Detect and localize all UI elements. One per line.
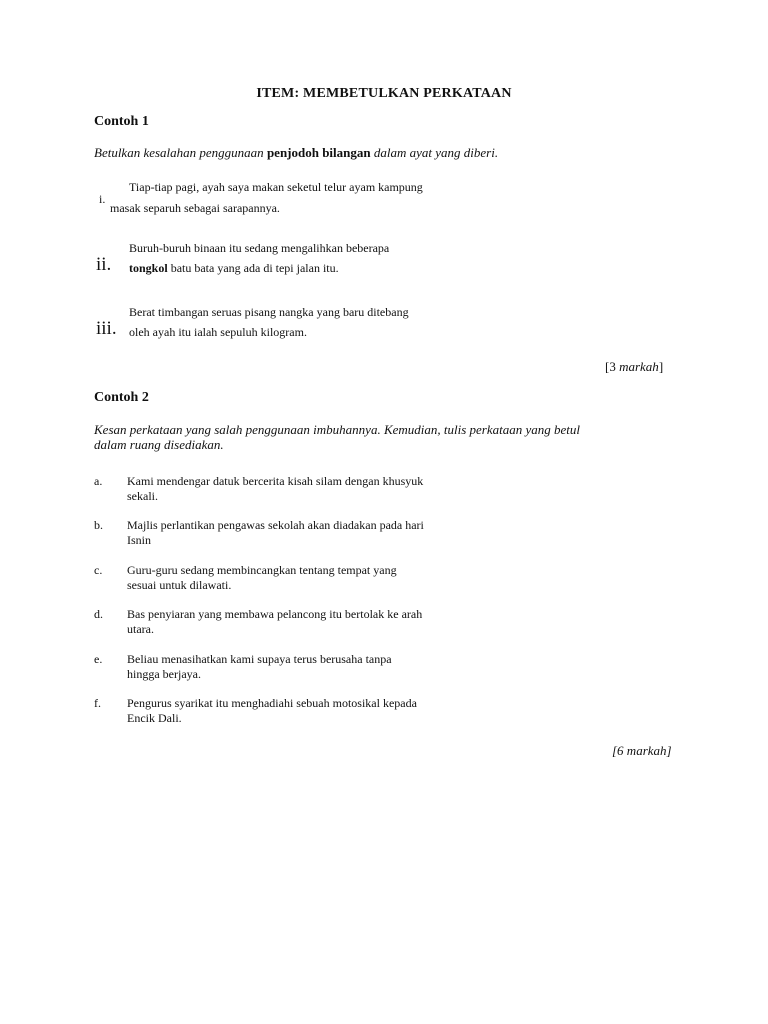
example2-marks: [6 markah] (612, 743, 672, 758)
item-letter-b: b. (94, 518, 103, 532)
item-f-line1: Pengurus syarikat itu menghadiahi sebuah motosikal kepada (127, 696, 417, 710)
item-c-line1: Guru-guru sedang membincangkan tentang tempat yang (127, 563, 397, 577)
instruction-text-bold: penjodoh bilangan (266, 145, 371, 160)
example2-heading: Contoh 2 (94, 390, 149, 405)
item-i-line1: Tiap-tiap pagi, ayah saya makan seketul telur ayam kampung (129, 180, 423, 194)
item-f-line2: Encik Dali. (127, 711, 182, 725)
example1-heading: Contoh 1 (94, 114, 149, 129)
item-letter-c: c. (94, 563, 103, 577)
item-c-line2: sesuai untuk dilawati. (127, 578, 232, 592)
item-a-line2: sekali. (127, 489, 158, 503)
item-numeral-ii: ii. (96, 254, 112, 275)
item-d-line1: Bas penyiaran yang membawa pelancong itu bertolak ke arah (127, 607, 423, 621)
item-ii-line2 (129, 258, 339, 278)
item-letter-a: a. (94, 474, 103, 488)
item-a-line1: Kami mendengar datuk bercerita kisah silam dengan khusyuk (127, 474, 424, 488)
item-numeral-i: i. (99, 192, 106, 206)
example1-marks (605, 359, 663, 375)
item-iii-line2: oleh ayah itu ialah sepuluh kilogram. (129, 325, 307, 339)
item-ii-line2-rest: batu bata yang ada di tepi jalan itu. (167, 261, 339, 275)
page-title: ITEM: MEMBETULKAN PERKATAAN (256, 86, 512, 101)
item-d-line2: utara. (127, 622, 154, 636)
example2-instruction-line1: Kesan perkataan yang salah penggunaan imbuhannya. Kemudian, tulis perkataan yang betul (94, 422, 581, 437)
item-b-line2: Isnin (127, 533, 151, 547)
instruction-text-post: dalam ayat yang diberi. (370, 145, 499, 160)
example2-instruction-line2: dalam ruang disediakan. (94, 437, 224, 452)
item-e-line2: hingga berjaya. (127, 667, 201, 681)
item-b-line1: Majlis perlantikan pengawas sekolah akan diadakan pada hari (127, 518, 424, 532)
item-letter-d: d. (94, 607, 103, 621)
item-letter-e: e. (94, 652, 103, 666)
item-iii-line1: Berat timbangan seruas pisang nangka yang baru ditebang (129, 305, 409, 319)
instruction-text-pre: Betulkan kesalahan penggunaan (94, 145, 267, 160)
item-i-line2: masak separuh sebagai sarapannya. (110, 201, 280, 215)
item-e-line1: Beliau menasihatkan kami supaya terus berusaha tanpa (127, 652, 392, 666)
item-ii-line1: Buruh-buruh binaan itu sedang mengalihkan beberapa (129, 241, 390, 255)
marks-close: ] (658, 359, 664, 374)
example1-instruction (94, 145, 498, 160)
item-letter-f: f. (94, 696, 101, 710)
marks-word: markah (619, 359, 659, 374)
marks-open: [3 (605, 359, 620, 374)
item-ii-bold-word: tongkol (129, 261, 168, 275)
item-numeral-iii: iii. (96, 318, 117, 339)
